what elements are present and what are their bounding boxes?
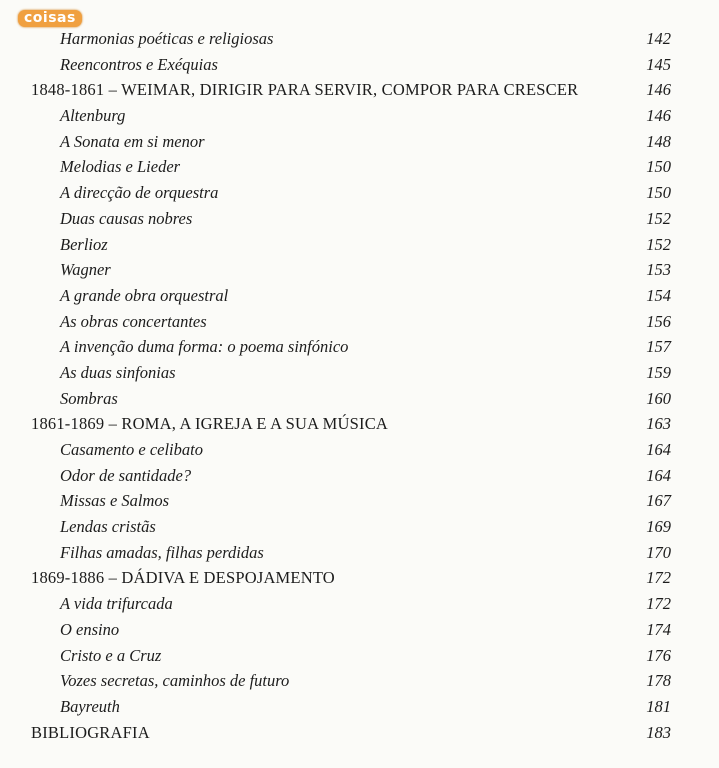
toc-page-number: 156 (646, 311, 671, 331)
toc-entry-row (0, 206, 719, 232)
toc-chapter-row (0, 411, 719, 437)
toc-entry-row (0, 488, 719, 514)
toc-entry-title: Odor de santidade? (60, 465, 192, 485)
toc-entry-title: Duas causas nobres (60, 208, 193, 228)
toc-entry-title: Reencontros e Exéquias (60, 54, 218, 74)
toc-page-number: 150 (646, 183, 671, 203)
toc-entry-title: Melodias e Lieder (60, 157, 181, 177)
toc-entry-row (0, 103, 719, 129)
toc-entry-title: Vozes secretas, caminhos de futuro (60, 671, 290, 691)
toc-page-number: 164 (646, 465, 671, 485)
toc-entry-row (0, 180, 719, 206)
toc-entry-row (0, 463, 719, 489)
toc-entry-title: Lendas cristãs (60, 517, 156, 537)
toc-page-number: 160 (646, 388, 671, 408)
toc-page-number: 178 (646, 671, 671, 691)
toc-entry-title: Berlioz (60, 234, 108, 254)
toc-entry-title: Casamento e celibato (60, 440, 203, 459)
table-of-contents (0, 26, 719, 745)
toc-entry-row (0, 437, 719, 463)
toc-page-number: 181 (646, 696, 671, 716)
toc-entry-title: BIBLIOGRAFIA (31, 722, 150, 742)
toc-entry-title: Cristo e a Cruz (60, 645, 162, 665)
toc-entry-row (0, 694, 719, 720)
toc-page-number: 164 (646, 440, 671, 459)
toc-entry-title: A vida trifurcada (60, 594, 173, 614)
toc-entry-row (0, 283, 719, 309)
toc-entry-row (0, 52, 719, 78)
toc-chapter-row (0, 77, 719, 103)
toc-entry-title: Filhas amadas, filhas perdidas (60, 542, 264, 562)
toc-entry-row (0, 257, 719, 283)
toc-page-number: 146 (646, 106, 671, 126)
toc-page-number: 154 (646, 285, 671, 305)
toc-page-number: 142 (646, 29, 671, 48)
toc-page-number: 183 (646, 722, 671, 742)
toc-entry-title: A grande obra orquestral (60, 285, 229, 305)
toc-page-number: 148 (646, 131, 671, 151)
toc-page-number: 146 (646, 80, 671, 100)
toc-entry-title: As duas sinfonias (60, 362, 176, 382)
toc-entry-title: Bayreuth (60, 696, 120, 716)
toc-page-number: 152 (646, 234, 671, 254)
toc-entry-row (0, 668, 719, 694)
toc-entry-row (0, 334, 719, 360)
toc-page-number: 167 (646, 491, 671, 511)
toc-entry-row (0, 129, 719, 155)
toc-page-number: 159 (646, 362, 671, 382)
toc-page-number: 174 (646, 619, 671, 639)
toc-entry-title: Wagner (60, 260, 111, 280)
toc-page-number: 172 (646, 594, 671, 614)
toc-entry-title: Altenburg (60, 106, 126, 126)
toc-entry-title: Missas e Salmos (60, 491, 170, 511)
toc-entry-title: 1869-1886 – DÁDIVA E DESPOJAMENTO (31, 568, 335, 588)
toc-entry-row (0, 360, 719, 386)
toc-entry-row (0, 591, 719, 617)
toc-entry-row (0, 643, 719, 669)
toc-page-number: 157 (646, 337, 671, 357)
watermark-logo: coisas (18, 10, 82, 27)
toc-entry-row (0, 154, 719, 180)
toc-entry-title: As obras concertantes (60, 311, 207, 331)
toc-entry-title: A invenção duma forma: o poema sinfónico (60, 337, 349, 357)
toc-entry-title: 1861-1869 – ROMA, A IGREJA E A SUA MÚSICA (31, 414, 389, 434)
toc-entry-row (0, 617, 719, 643)
toc-page-number: 176 (646, 645, 671, 665)
toc-entry-title: A Sonata em si menor (60, 131, 205, 151)
toc-entry-row (0, 232, 719, 258)
toc-page-number: 150 (646, 157, 671, 177)
toc-page-number: 163 (646, 414, 671, 434)
toc-entry-title: Sombras (60, 388, 118, 408)
toc-page-number: 169 (646, 517, 671, 537)
toc-entry-row (0, 386, 719, 412)
toc-page-number: 145 (646, 54, 671, 74)
toc-page-number: 170 (646, 542, 671, 562)
toc-entry-row (0, 309, 719, 335)
toc-page-number: 172 (646, 568, 671, 588)
toc-page-number: 152 (646, 208, 671, 228)
toc-entry-title: 1848-1861 – WEIMAR, DIRIGIR PARA SERVIR, COMPOR PARA CRESCER (31, 80, 579, 100)
toc-entry-row (0, 514, 719, 540)
toc-chapter-row (0, 565, 719, 591)
toc-entry-title: Harmonias poéticas e religiosas (60, 29, 274, 48)
toc-entry-title: O ensino (60, 619, 120, 639)
toc-chapter-row (0, 720, 719, 746)
toc-entry-title: A direcção de orquestra (60, 183, 219, 203)
toc-entry-row (0, 26, 719, 52)
toc-page-number: 153 (646, 260, 671, 280)
toc-entry-row (0, 540, 719, 566)
